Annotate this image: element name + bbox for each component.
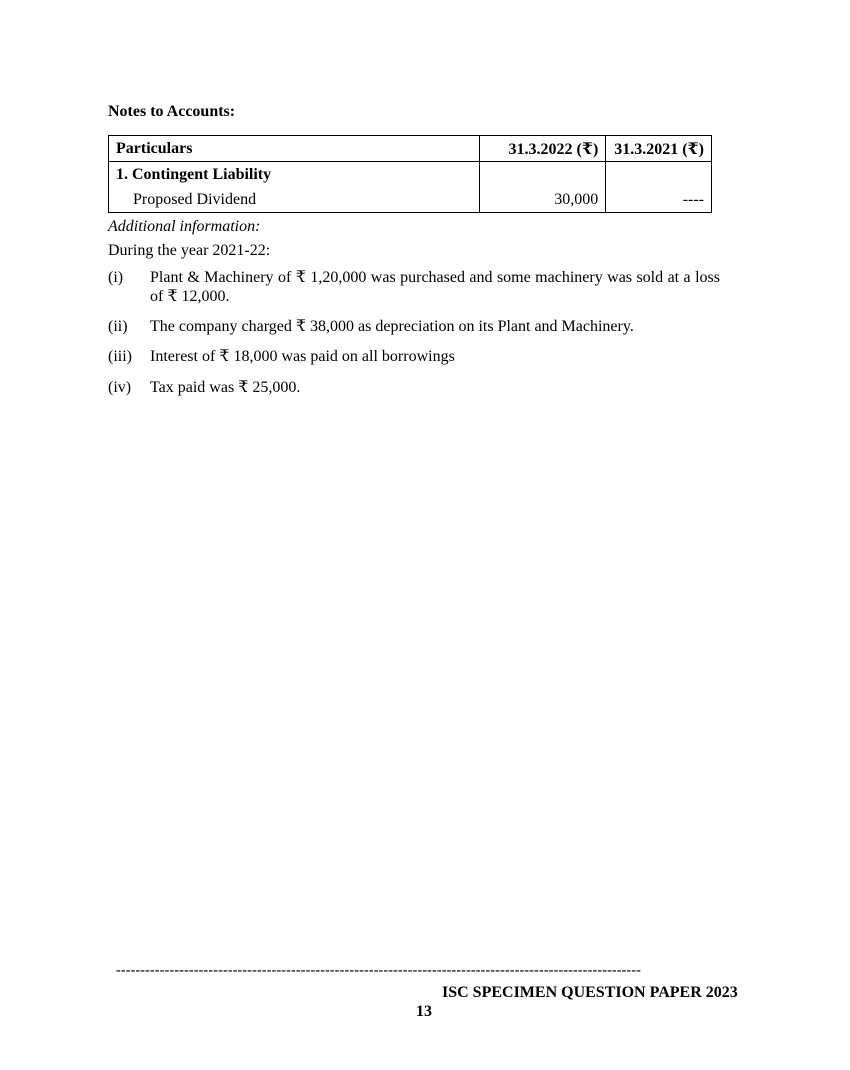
cell-2021	[606, 162, 712, 188]
header-2022: 31.3.2022 (₹)	[479, 136, 606, 162]
list-item	[108, 347, 720, 366]
footer-divider: ------------------------------------------------------------------------------------------------------------	[116, 963, 642, 978]
notes-heading: Notes to Accounts:	[108, 103, 236, 120]
cell-2022	[479, 162, 606, 188]
footer-title: ISC SPECIMEN QUESTION PAPER 2023	[442, 984, 738, 1001]
list-item	[108, 268, 720, 306]
item-number: (i)	[108, 269, 124, 286]
item-text: Tax paid was ₹ 25,000.	[150, 379, 301, 396]
list-item	[108, 378, 720, 397]
during-year-label: During the year 2021-22:	[108, 242, 271, 259]
table-row	[109, 187, 712, 213]
cell-2022: 30,000	[479, 187, 606, 213]
item-number: (iii)	[108, 348, 132, 365]
item-number: (iv)	[108, 379, 132, 396]
item-text: Plant & Machinery of ₹ 1,20,000 was purchased and some machinery was sold at a loss of ₹ 12,000.	[150, 269, 720, 305]
item-text: The company charged ₹ 38,000 as depreciation on its Plant and Machinery.	[150, 318, 634, 335]
item-text: Interest of ₹ 18,000 was paid on all borrowings	[150, 348, 455, 365]
cell-particulars: Proposed Dividend	[109, 187, 480, 213]
table-row	[109, 162, 712, 188]
item-number: (ii)	[108, 318, 128, 335]
page-number: 13	[416, 1003, 432, 1020]
notes-table	[108, 135, 712, 213]
additional-information-label: Additional information:	[108, 218, 261, 235]
cell-2021: ----	[606, 187, 712, 213]
header-particulars: Particulars	[109, 136, 480, 162]
list-item	[108, 317, 720, 336]
cell-particulars: 1. Contingent Liability	[109, 162, 480, 188]
header-2021: 31.3.2021 (₹)	[606, 136, 712, 162]
table-header-row	[109, 136, 712, 162]
